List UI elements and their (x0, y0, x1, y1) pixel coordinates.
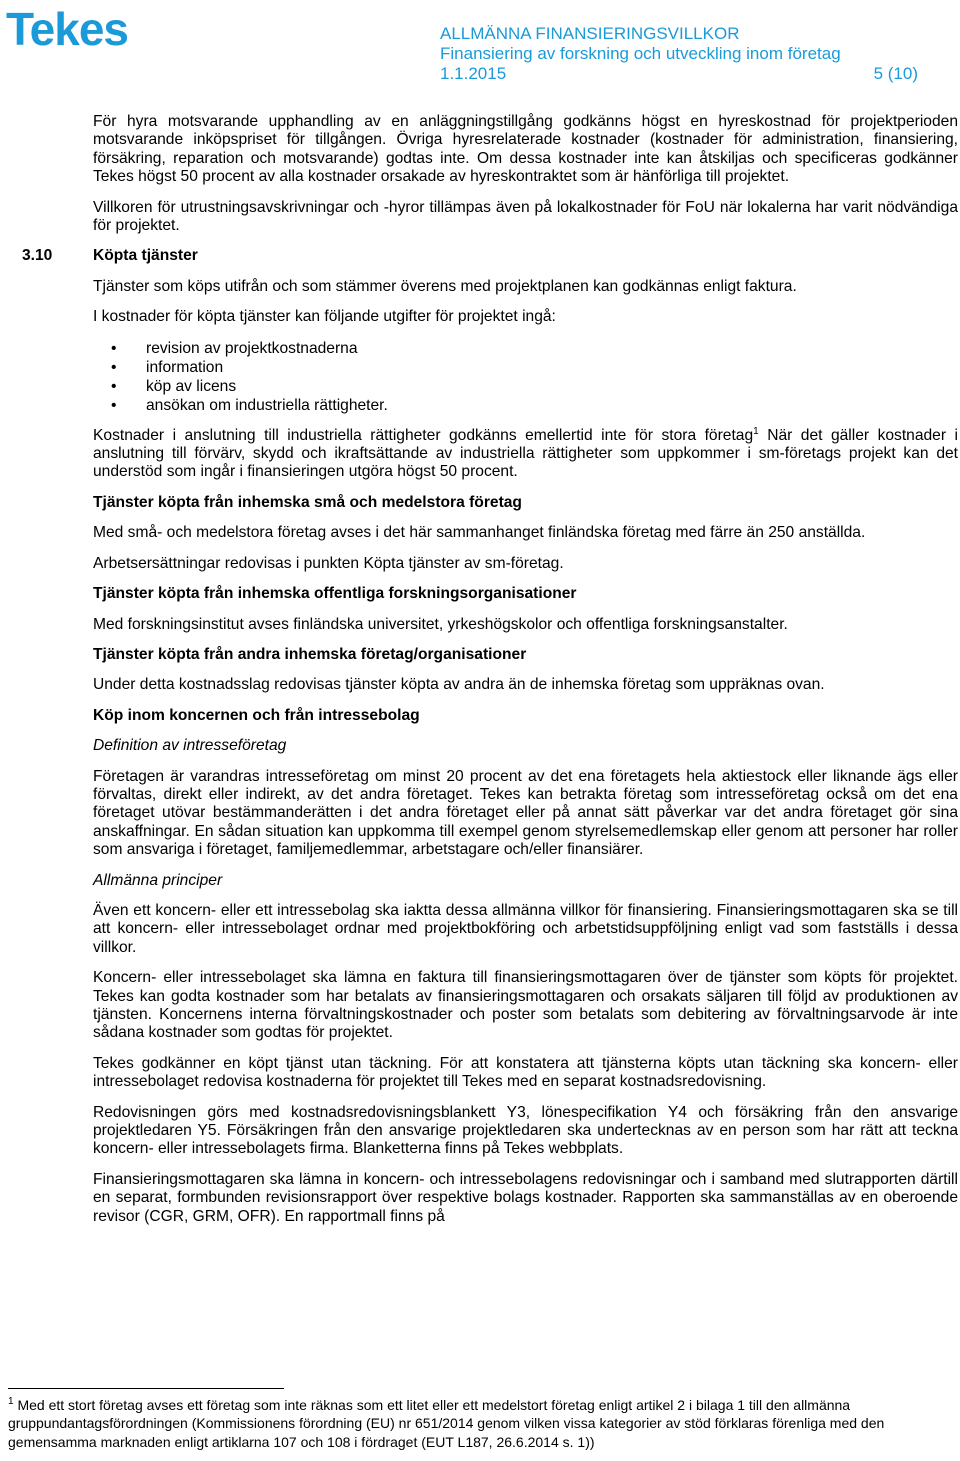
document-date: 1.1.2015 (440, 64, 507, 83)
footnote-ref[interactable]: 1 (753, 425, 759, 437)
paragraph-principles: Även ett koncern- eller ett intressebolag ska iaktta dessa allmänna villkor för finansiering. Finansieringsmottagaren ska se till att koncern- eller intressebolaget ordnar med projektbokföring och arbetstidsuppföljning enligt vad som fastställs i dessa villkor. (93, 901, 958, 956)
heading-research-orgs: Tjänster köpta från inhemska offentliga forskningsorganisationer (93, 585, 577, 603)
footnote-divider (8, 1388, 284, 1389)
list-item: • ansökan om industriella rättigheter. (111, 396, 388, 414)
subheading-definition: Definition av intresseföretag (93, 737, 287, 755)
document-subtitle: Finansiering av forskning och utveckling inom företag (440, 44, 841, 63)
heading-sm-companies: Tjänster köpta från inhemska små och medelstora företag (93, 493, 522, 511)
paragraph-included-costs: I kostnader för köpta tjänster kan följande utgifter för projektet ingå: (93, 308, 556, 326)
list-item: • revision av projektkostnaderna (111, 339, 358, 357)
bullet-icon: • (111, 396, 117, 414)
bullet-icon: • (111, 377, 117, 395)
paragraph-other-companies: Under detta kostnadsslag redovisas tjänster köpta av andra än de inhemska företag som uppräknas ovan. (93, 676, 825, 694)
document-header (440, 24, 918, 84)
paragraph-premises: Villkoren för utrustningsavskrivningar och -hyror tillämpas även på lokalkostnader för FoU när lokalerna har varit nödvändiga för projektet. (93, 198, 958, 235)
tekes-logo: Tekes (6, 3, 129, 55)
section-number: 3.10 (22, 247, 53, 265)
heading-other-companies: Tjänster köpta från andra inhemska företag/organisationer (93, 645, 527, 663)
footnote (8, 1396, 958, 1451)
included-costs-list (93, 339, 958, 415)
paragraph-audit-report: Finansieringsmottagaren ska lämna in koncern- och intressebolagens redovisningar och i samband med slutrapporten därtill en separat, formbunden revisionsrapport över respektive bolags kostnader. Rapporten ska sammanställas av en oberoende revisor (CGR, GRM, OFR). En rapportmall finns på (93, 1170, 958, 1225)
subheading-principles: Allmänna principer (93, 871, 223, 889)
bullet-icon: • (111, 339, 117, 357)
paragraph-research-definition: Med forskningsinstitut avses finländska universitet, yrkeshögskolor och offentliga forskningsanstalter. (93, 615, 788, 633)
bullet-icon: • (111, 358, 117, 376)
paragraph-work-compensation: Arbetsersättningar redovisas i punkten Köpta tjänster av sm-företag. (93, 554, 564, 572)
heading-group-purchases: Köp inom koncernen och från intressebolag (93, 706, 420, 724)
list-item: • köp av licens (111, 377, 237, 395)
document-title: ALLMÄNNA FINANSIERINGSVILLKOR (440, 24, 740, 43)
footnote-text: Med ett stort företag avses ett företag som inte räknas som ett litet eller ett medelstort företag enligt artikel 2 i bilaga 1 till den allmänna gruppundantagsförordningen (Kommissionens förordning (EU) nr 651/2014 genom vilken vissa kategorier av stöd förklaras förenliga med den gemensamma marknaden enligt artiklarna 107 och 108 i fördraget (EUT L187, 26.6.2014 s. 1)) (8, 1397, 885, 1450)
list-item: • information (111, 358, 224, 376)
paragraph-ipr: Kostnader i anslutning till industriella rättigheter godkänns emellertid inte för stora företag$^1$ När det gäller kostnader i anslutning till förvärv, skydd och ikraftsättande av industriella rättigheter som uppkommer i sm-företags projekt kan det understöd som ingår i finansieringen utgöra högst 50 procent. (93, 425, 958, 481)
paragraph-rent: För hyra motsvarande upphandling av en anläggningstillgång godkänns högst en hyreskostnad för projektperioden motsvarande inköpspriset för tillgången. Övriga hyresrelaterade kostnader (kostnader för administration, finansiering, försäkring, reparation och motsvarande) godtas inte. Om dessa kostnader inte kan åtskiljas och specificeras godkänner Tekes högst 50 procent av alla kostnader orsakade av hyreskontraktet som är hänförliga till projektet. (93, 113, 958, 186)
footnote-mark: 1 (8, 1396, 14, 1407)
paragraph-no-markup: Tekes godkänner en köpt tjänst utan täckning. För att konstatera att tjänsterna köpts utan täckning ska koncern- eller intressebolaget redovisa kostnaderna för projektet till Tekes med en separat kostnadsredovisning. (93, 1054, 958, 1091)
section-heading (22, 247, 958, 265)
page-number: 5 (10) (873, 64, 918, 83)
paragraph-invoice: Koncern- eller intressebolaget ska lämna en faktura till finansieringsmottagaren över de tjänster som köpts för projektet. Tekes kan godta kostnader som har betalats av finansieringsmottagaren och orsakats säljaren till följd av produktionen av tjänsten. Koncernens interna förvaltningskostnader och poster som betalats som debitering av förvaltningsarvode är inte sådana kostnader som godtas för projektet. (93, 969, 958, 1042)
paragraph-forms: Redovisningen görs med kostnadsredovisningsblankett Y3, lönespecifikation Y4 och försäkring från den ansvarige projektledaren Y5. Försäkringen från den ansvarige projektledaren ska undertecknas av en person som har rätt att teckna koncern- eller intressebolagets firma. Blanketterna finns på Tekes webbplats. (93, 1103, 958, 1158)
section-title: Köpta tjänster (93, 247, 198, 265)
paragraph-associate-definition: Företagen är varandras intresseföretag om minst 20 procent av det ena företagets hela aktiestock eller liknande ägs eller förvaltas, direkt eller indirekt, av det andra företaget. Tekes kan betrakta företag som intresseföretag också om det ena företaget utövar bestämmanderätten i det andra företaget eller på annat sätt påverkar var det andra företaget gör sina anskaffningar. En sådan situation kan uppkomma till exempel genom styrelsemedlemskap eller genom att personer har roller som ansvariga i företaget, familjemedlemmar, arbetstagare och/eller finansiärer. (93, 767, 958, 859)
document-body (22, 113, 958, 1238)
paragraph-services: Tjänster som köps utifrån och som stämmer överens med projektplanen kan godkännas enligt faktura. (93, 277, 797, 295)
paragraph-sm-definition: Med små- och medelstora företag avses i det här sammanhanget finländska företag med färre än 250 anställda. (93, 524, 866, 542)
